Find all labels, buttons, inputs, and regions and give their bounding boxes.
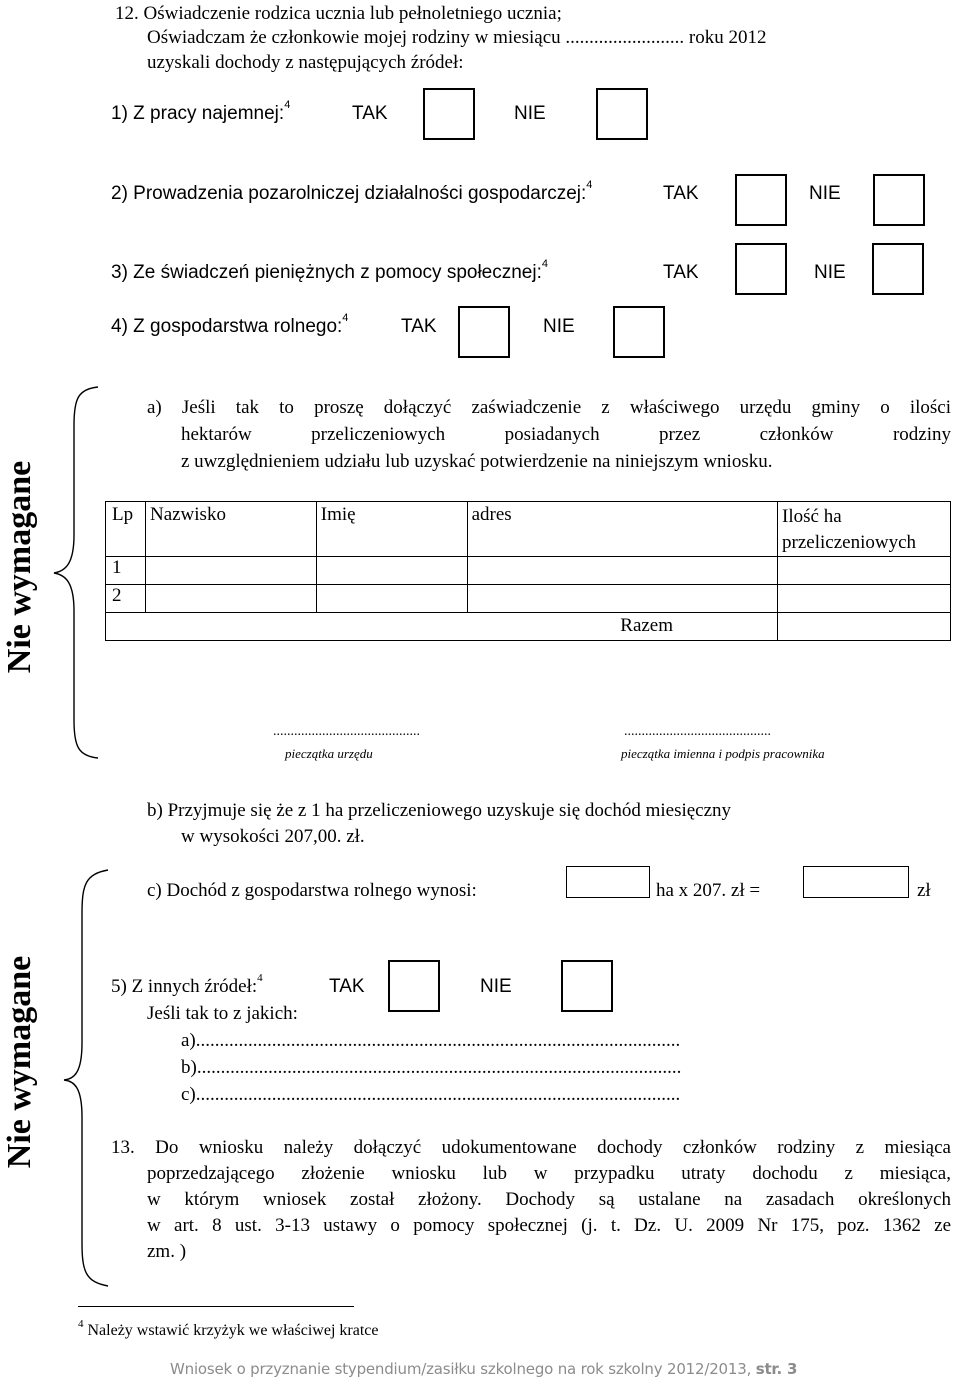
stamp-left-label: pieczątka urzędu xyxy=(285,746,373,761)
item-c-multiplier: ha x 207. zł = xyxy=(656,880,761,901)
section-5-nie-checkbox[interactable] xyxy=(561,960,613,1012)
other-source-b[interactable]: b)...................................................................................................... xyxy=(181,1057,682,1078)
section-13-line3: w którym wniosek został złożony. Dochody są ustalane na zasadach określonych xyxy=(147,1189,951,1210)
source-3-tak-label: TAK xyxy=(663,262,699,283)
total-label: Razem xyxy=(106,613,778,641)
section-13-line2: poprzedzającego złożenie wniosku lub w przypadku utraty dochodu z miesiąca, xyxy=(147,1163,951,1184)
table-header-row xyxy=(106,502,951,557)
stamp-left-dots: .......................................... xyxy=(273,724,420,739)
curly-brace-2 xyxy=(62,868,112,1288)
row-1-nazwisko[interactable] xyxy=(145,557,316,585)
header-nazwisko: Nazwisko xyxy=(145,502,316,557)
source-1-nie-label: NIE xyxy=(514,103,546,124)
row-1-adres[interactable] xyxy=(467,557,777,585)
source-3-nie-checkbox[interactable] xyxy=(872,243,924,295)
income-result-box[interactable] xyxy=(803,866,909,898)
source-1-tak-label: TAK xyxy=(352,103,388,124)
declaration-year: 2012 xyxy=(728,27,767,48)
page-footer: Wniosek o przyznanie stypendium/zasiłku szkolnego na rok szkolny 2012/2013, str. 3 xyxy=(170,1360,798,1378)
row-1-lp: 1 xyxy=(106,557,146,585)
section-12-heading: 12. Oświadczenie rodzica ucznia lub pełnoletniego ucznia; xyxy=(115,3,562,24)
source-1-label: 1) Z pracy najemnej:$^4$ xyxy=(111,99,291,124)
section-5-tak-checkbox[interactable] xyxy=(388,960,440,1012)
footnote-rule xyxy=(78,1306,354,1307)
source-3-label: 3) Ze świadczeń pieniężnych z pomocy społecznej:$^4$ xyxy=(111,258,549,283)
row-2-lp: 2 xyxy=(106,585,146,613)
section-5-label: 5) Z innych źródeł:$^4$ xyxy=(111,972,263,997)
item-a-line3: z uwzględnieniem udziału lub uzyskać potwierdzenie na niniejszym wniosku. xyxy=(181,451,773,472)
row-2-ilosc[interactable] xyxy=(778,585,951,613)
item-c-label: c) Dochód z gospodarstwa rolnego wynosi: xyxy=(147,880,477,901)
source-3-nie-label: NIE xyxy=(814,262,846,283)
curly-brace-1 xyxy=(52,385,102,760)
footnote: $^4$ Należy wstawić krzyżyk we właściwej kratce xyxy=(78,1318,379,1339)
total-ilosc[interactable] xyxy=(778,613,951,641)
row-2-imie[interactable] xyxy=(316,585,467,613)
source-4-tak-label: TAK xyxy=(401,316,437,337)
header-lp: Lp xyxy=(106,502,146,557)
header-imie: Imię xyxy=(316,502,467,557)
section-12-line2 xyxy=(147,27,766,49)
source-2-nie-label: NIE xyxy=(809,183,841,204)
source-4-nie-label: NIE xyxy=(543,316,575,337)
section-5-nie-label: NIE xyxy=(480,976,512,997)
stamp-right-label: pieczątka imienna i podpis pracownika xyxy=(621,746,825,761)
side-label-2: Nie wymagane xyxy=(1,955,38,1169)
section-13-line1: 13. Do wniosku należy dołączyć udokumentowane dochody członków rodziny z miesiąca xyxy=(111,1137,951,1158)
item-b-line2: w wysokości 207,00. zł. xyxy=(181,826,365,847)
section-12-line3: uzyskali dochody z następujących źródeł: xyxy=(147,52,464,73)
row-1-ilosc[interactable] xyxy=(778,557,951,585)
side-label-1: Nie wymagane xyxy=(1,460,38,674)
section-13-line4: w art. 8 ust. 3-13 ustawy o pomocy społecznej (j. t. Dz. U. 2009 Nr 175, poz. 1362 ze xyxy=(147,1215,951,1236)
item-b-line1: b) Przyjmuje się że z 1 ha przeliczeniowego uzyskuje się dochód miesięczny xyxy=(147,800,732,821)
source-4-tak-checkbox[interactable] xyxy=(458,306,510,358)
item-a-line2: hektarów przeliczeniowych posiadanych przez członków rodziny xyxy=(181,424,951,445)
header-adres: adres xyxy=(467,502,777,557)
source-1-tak-checkbox[interactable] xyxy=(423,88,475,140)
page-number: str. 3 xyxy=(755,1360,798,1378)
source-4-nie-checkbox[interactable] xyxy=(613,306,665,358)
source-2-label: 2) Prowadzenia pozarolniczej działalności gospodarczej:$^4$ xyxy=(111,179,593,204)
header-ilosc-ha: Ilość ha przeliczeniowych xyxy=(778,502,951,557)
item-c-currency: zł xyxy=(917,880,931,901)
table-total-row xyxy=(106,613,951,641)
source-1-nie-checkbox[interactable] xyxy=(596,88,648,140)
row-2-nazwisko[interactable] xyxy=(145,585,316,613)
hectares-input-box[interactable] xyxy=(566,866,650,898)
section-5-tak-label: TAK xyxy=(329,976,365,997)
source-2-tak-checkbox[interactable] xyxy=(735,174,787,226)
source-2-tak-label: TAK xyxy=(663,183,699,204)
item-a-line1: a) Jeśli tak to proszę dołączyć zaświadczenie z właściwego urzędu gminy o ilości xyxy=(147,397,951,418)
section-5-sub: Jeśli tak to z jakich: xyxy=(147,1003,298,1024)
table-row xyxy=(106,585,951,613)
source-2-nie-checkbox[interactable] xyxy=(873,174,925,226)
source-3-tak-checkbox[interactable] xyxy=(735,243,787,295)
other-source-c[interactable]: c)...................................................................................................... xyxy=(181,1084,681,1105)
row-1-imie[interactable] xyxy=(316,557,467,585)
other-source-a[interactable]: a)...................................................................................................... xyxy=(181,1030,681,1051)
section-13-line5: zm. ) xyxy=(147,1241,187,1262)
table-row xyxy=(106,557,951,585)
row-2-adres[interactable] xyxy=(467,585,777,613)
stamp-right-dots: .......................................... xyxy=(624,724,771,739)
land-table xyxy=(105,501,951,641)
source-4-label: 4) Z gospodarstwa rolnego:$^4$ xyxy=(111,312,349,337)
declaration-month-text: Oświadczam że członkowie mojej rodziny w miesiącu ......................... roku xyxy=(147,27,724,48)
